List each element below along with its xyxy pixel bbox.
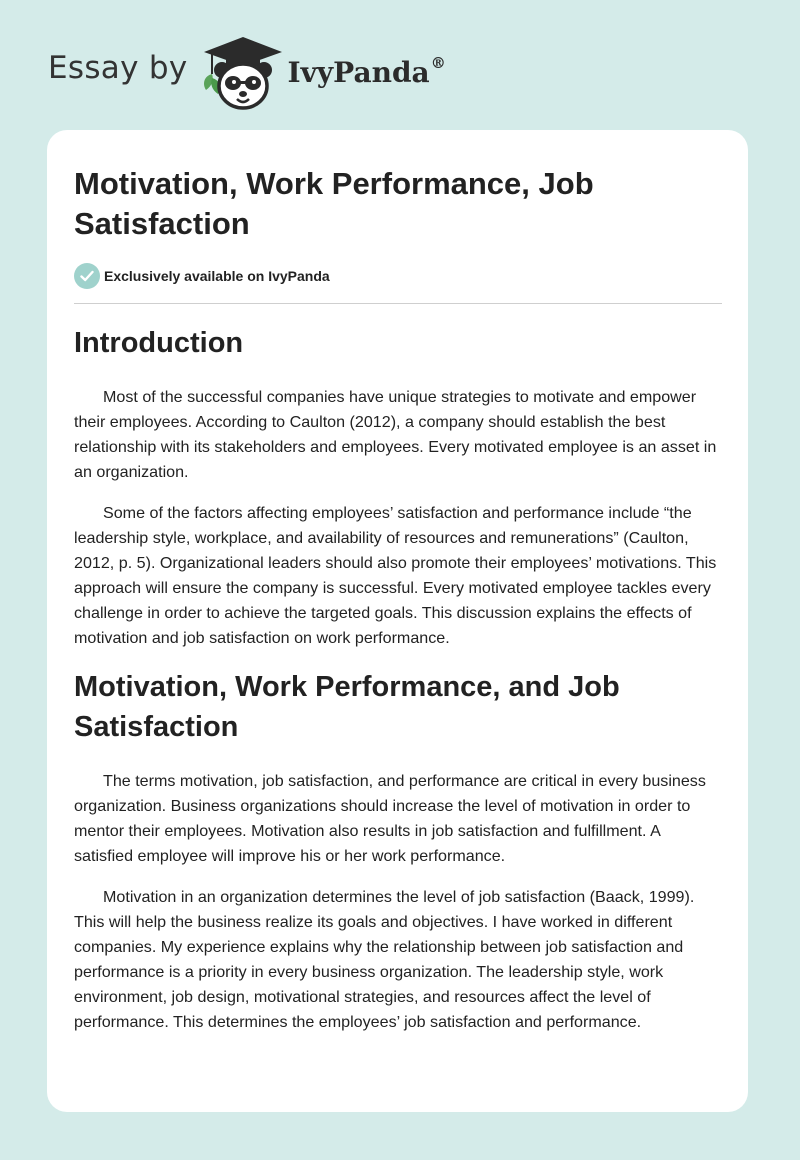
paragraph: Some of the factors affecting employees’ satisfaction and performance include “the leadership style, workplace, and availability of resources and remunerations” (Caulton, 2012, p. 5). Organizational leaders should also promote their employees’ motivations. This approach will ensure the company is successful. Every motivated employee tackles every challenge in order to achieve the targeted goals. This discussion explains the effects of motivation and job satisfaction on work performance.: [74, 504, 717, 647]
page-title: Motivation, Work Performance, Job Satisfaction: [74, 166, 594, 241]
paragraph: Most of the successful companies have unique strategies to motivate and empower their employees. According to Caulton (2012), a company should establish the best relationship with its stakeholders and employees. Every motivated employee is an asset in an organization.: [74, 388, 717, 481]
panda-graduate-logo-icon[interactable]: [200, 34, 286, 114]
title-divider: [74, 303, 722, 304]
site-header: [48, 34, 446, 114]
brand-name: IvyPanda®: [287, 53, 446, 89]
essay-by-label: Essay by: [48, 50, 188, 86]
check-circle-icon: [74, 263, 100, 289]
section-heading: Motivation, Work Performance, and Job Satisfaction: [74, 671, 620, 743]
exclusive-badge: [74, 263, 330, 289]
paragraph: The terms motivation, job satisfaction, and performance are critical in every business organization. Business organizations should increase the level of motivation in order to mentor their employees. Motivation also results in job satisfaction and fulfillment. A satisfied employee will improve his or her work performance.: [74, 772, 706, 865]
paragraph: Motivation in an organization determines the level of job satisfaction (Baack, 1999). This will help the business realize its goals and objectives. I have worked in different companies. My experience explains why the relationship between job satisfaction and performance is a priority in every business organization. The leadership style, work environment, job design, motivational strategies, and resources affect the level of performance. This determines the employees’ job satisfaction and performance.: [74, 888, 695, 1031]
article-card: [47, 130, 748, 1112]
section-heading: Introduction: [74, 327, 244, 359]
exclusive-badge-label: Exclusively available on IvyPanda: [104, 268, 330, 284]
